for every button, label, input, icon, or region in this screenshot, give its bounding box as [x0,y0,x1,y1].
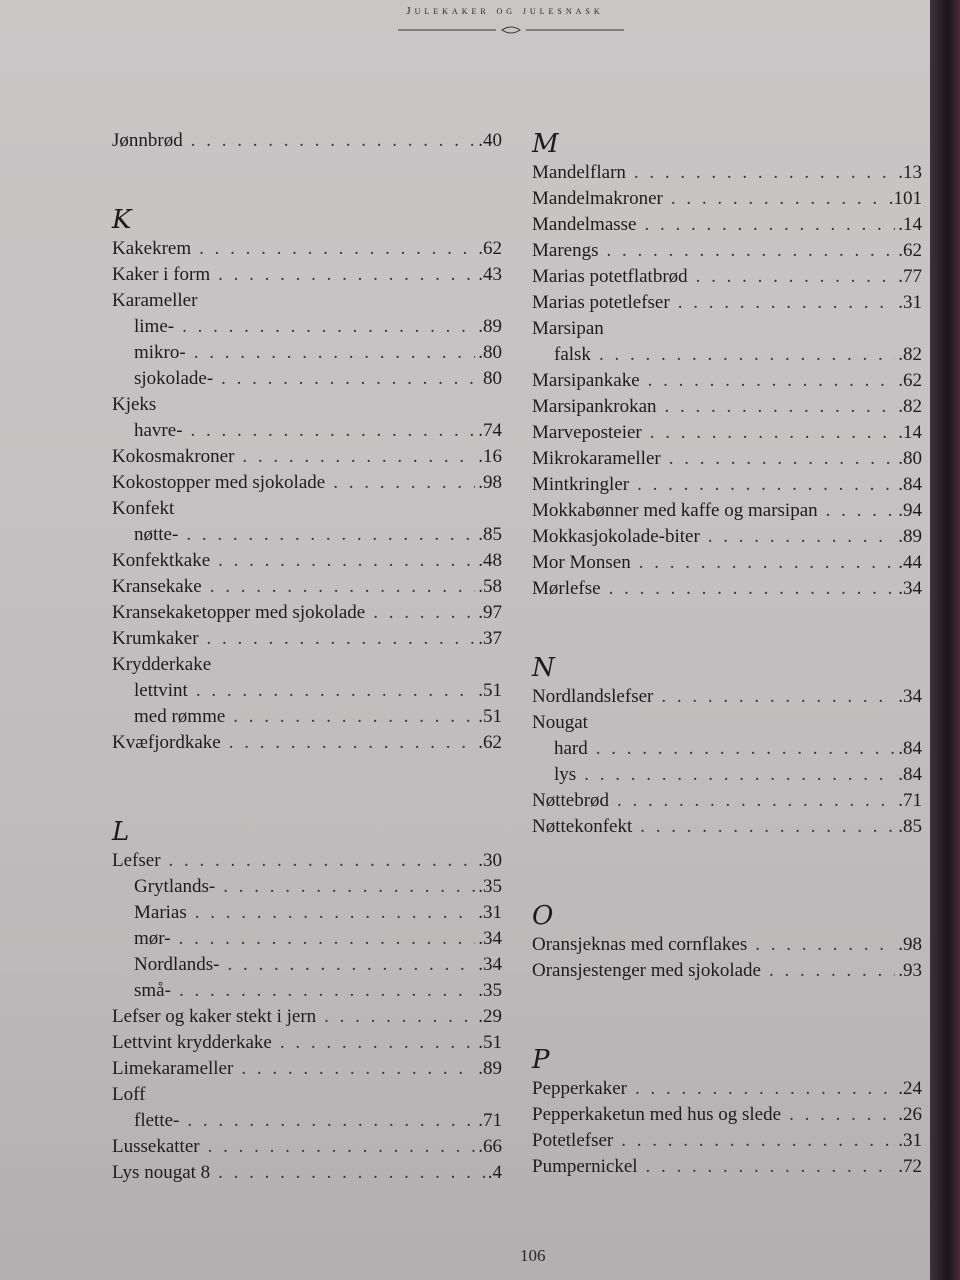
dot-leader [635,1076,895,1102]
index-entry [532,264,922,290]
index-entry [112,926,502,952]
entry-page-number: .84 [898,764,922,785]
entry-page-number: .82 [898,344,922,365]
dot-leader [826,498,896,524]
index-group-top [112,128,502,154]
index-entry [112,548,502,574]
ornament-divider [398,24,624,36]
dot-leader [373,600,475,626]
entry-label: Marsipan [532,318,604,339]
entry-page-number: .80 [478,342,502,363]
dot-leader [646,1154,896,1180]
entry-page-number: .14 [898,214,922,235]
entry-label: Mandelmakroner [532,188,663,209]
dot-leader [221,366,480,392]
entry-page-number: .13 [898,162,922,183]
index-entry [532,342,922,368]
entry-label: Grytlands- [134,876,216,897]
entry-label: Kaker i form [112,264,211,285]
entry-label: Jønnbrød [112,130,183,151]
index-entry [112,236,502,262]
index-group-o [532,932,922,984]
entry-page-number: .85 [478,524,502,545]
entry-label: Lys nougat 8 [112,1162,211,1183]
dot-leader [324,1004,475,1030]
entry-page-number: .85 [898,816,922,837]
entry-label: Lefser [112,850,161,871]
index-entry [112,1030,502,1056]
index-entry [532,524,922,550]
entry-label: Marias potetlefser [532,292,670,313]
index-entry [532,736,922,762]
entry-page-number: .94 [898,500,922,521]
dot-leader [191,128,476,154]
entry-page-number: 80 [483,368,502,389]
index-entry [112,340,502,366]
index-entry [112,392,502,418]
index-entry [112,470,502,496]
dot-leader [665,394,896,420]
entry-label: falsk [554,344,591,365]
entry-page-number: .31 [898,1130,922,1151]
entry-label: lettvint [134,680,188,701]
index-entry [532,1102,922,1128]
entry-label: Nougat [532,712,588,733]
dot-leader [242,444,475,470]
entry-page-number: .31 [898,292,922,313]
entry-label: sjokolade- [134,368,214,389]
entry-label: Mandelflarn [532,162,626,183]
entry-label: mikro- [134,342,186,363]
index-entry [112,1134,502,1160]
entry-page-number: .84 [898,738,922,759]
index-entry [532,1154,922,1180]
entry-label: Kokosmakroner [112,446,235,467]
entry-page-number: .62 [478,732,502,753]
dot-leader [769,958,895,984]
entry-label: Pumpernickel [532,1156,638,1177]
dot-leader [671,186,886,212]
index-entry [112,444,502,470]
index-entry [532,958,922,984]
index-group-n [532,684,922,840]
index-entry [532,394,922,420]
section-letter-l: L [112,817,130,847]
index-entry [532,710,922,736]
entry-page-number: .80 [898,448,922,469]
entry-label: Mokkasjokolade-biter [532,526,700,547]
index-entry [532,1076,922,1102]
dot-leader [280,1030,475,1056]
index-entry [112,1056,502,1082]
entry-page-number: .29 [478,1006,502,1027]
dot-leader [634,160,895,186]
dot-leader [196,678,475,704]
index-entry [112,314,502,340]
index-entry [112,978,502,1004]
dot-leader [333,470,475,496]
entry-label: Kjeks [112,394,157,415]
entry-label: Lussekatter [112,1136,200,1157]
dot-leader [617,788,895,814]
entry-page-number: .30 [478,850,502,871]
entry-page-number: .24 [898,1078,922,1099]
dot-leader [187,1108,475,1134]
dot-leader [789,1102,895,1128]
entry-label: Marveposteier [532,422,642,443]
dot-leader [229,730,476,756]
index-entry [532,446,922,472]
entry-page-number: .31 [478,902,502,923]
index-entry [532,788,922,814]
index-group-p [532,1076,922,1180]
index-entry [532,814,922,840]
entry-page-number: .34 [898,578,922,599]
index-group-l [112,848,502,1186]
section-letter-p: P [532,1045,550,1075]
index-entry [532,576,922,602]
index-entry [112,874,502,900]
entry-label: Krumkaker [112,628,199,649]
entry-label: Marsipankrokan [532,396,657,417]
entry-label: Limekarameller [112,1058,234,1079]
dot-leader [637,472,895,498]
entry-page-number: .34 [898,686,922,707]
entry-page-number: .98 [898,934,922,955]
section-letter-o: O [532,901,554,931]
index-entry [532,762,922,788]
entry-label: Nordlandslefser [532,686,654,707]
entry-label: Marsipankake [532,370,640,391]
dot-leader [233,704,475,730]
dot-leader [644,212,895,238]
index-entry [112,1082,502,1108]
entry-page-number: .26 [898,1104,922,1125]
index-group-k [112,236,502,756]
entry-label: Nordlands- [134,954,220,975]
dot-leader [179,926,476,952]
index-entry [532,932,922,958]
index-entry [532,420,922,446]
entry-label: Mokkabønner med kaffe og marsipan [532,500,818,521]
dot-leader [678,290,896,316]
index-entry [532,316,922,342]
entry-label: Oransjestenger med sjokolade [532,960,761,981]
entry-label: mør- [134,928,171,949]
dot-leader [669,446,896,472]
dot-leader [599,342,895,368]
index-entry [112,652,502,678]
dot-leader [639,550,896,576]
dot-leader [208,1134,476,1160]
entry-label: Konfektkake [112,550,211,571]
index-entry [532,160,922,186]
index-entry [112,1160,502,1186]
entry-label: Kransekaketopper med sjokolade [112,602,366,623]
dot-leader [241,1056,475,1082]
entry-page-number: .66 [478,1136,502,1157]
dot-leader [596,736,895,762]
entry-page-number: .34 [478,928,502,949]
entry-label: flette- [134,1110,180,1131]
entry-label: lys [554,764,577,785]
dot-leader [606,238,895,264]
index-entry [112,522,502,548]
entry-label: Mor Monsen [532,552,631,573]
entry-label: Oransjeknas med cornflakes [532,934,748,955]
entry-page-number: .37 [478,628,502,649]
entry-page-number: .71 [478,1110,502,1131]
index-entry [532,290,922,316]
dot-leader [227,952,475,978]
dot-leader [648,368,896,394]
running-head: Julekaker og julesnask [406,5,604,17]
dot-leader [218,548,475,574]
entry-label: havre- [134,420,183,441]
entry-page-number: .40 [478,130,502,151]
dot-leader [621,1128,895,1154]
index-entry [112,128,502,154]
entry-label: Marengs [532,240,599,261]
entry-label: Mintkringler [532,474,630,495]
entry-page-number: .44 [898,552,922,573]
entry-page-number: .89 [478,316,502,337]
index-entry [112,496,502,522]
entry-page-number: .4 [487,1162,502,1183]
entry-label: hard [554,738,588,759]
entry-page-number: .16 [478,446,502,467]
section-letter-k: K [112,205,132,235]
index-entry [532,472,922,498]
book-edge [930,0,960,1280]
entry-page-number: .35 [478,980,502,1001]
dot-leader [195,900,475,926]
entry-page-number: .98 [478,472,502,493]
entry-label: Mandelmasse [532,214,637,235]
dot-leader [194,340,476,366]
index-column-right [532,128,922,1180]
entry-page-number: .72 [898,1156,922,1177]
entry-page-number: .93 [898,960,922,981]
index-entry [532,186,922,212]
entry-page-number: .58 [478,576,502,597]
entry-page-number: .62 [898,370,922,391]
entry-label: Konfekt [112,498,175,519]
entry-label: Mikrokarameller [532,448,661,469]
section-letter-n: N [532,653,555,683]
entry-page-number: .62 [898,240,922,261]
index-entry [532,212,922,238]
index-entry [112,366,502,392]
entry-label: Karameller [112,290,198,311]
entry-page-number: .71 [898,790,922,811]
index-entry [112,704,502,730]
entry-page-number: .51 [478,1032,502,1053]
entry-label: Kvæfjordkake [112,732,221,753]
entry-label: Mørlefse [532,578,601,599]
entry-label: Krydderkake [112,654,212,675]
entry-label: Kakekrem [112,238,192,259]
entry-page-number: .48 [478,550,502,571]
dot-leader [199,236,475,262]
entry-page-number: .89 [898,526,922,547]
index-entry [532,684,922,710]
entry-label: Nøttekonfekt [532,816,633,837]
index-entry [532,1128,922,1154]
entry-page-number: .35 [478,876,502,897]
entry-label: Nøttebrød [532,790,610,811]
index-entry [112,848,502,874]
entry-page-number: .89 [478,1058,502,1079]
entry-label: Lettvint krydderkake [112,1032,272,1053]
entry-label: Pepperkaker [532,1078,627,1099]
dot-leader [191,418,476,444]
index-group-m [532,160,922,602]
dot-leader [223,874,475,900]
index-entry [112,262,502,288]
index-column-left [112,128,502,1186]
index-entry [112,900,502,926]
index-entry [532,550,922,576]
dot-leader [755,932,895,958]
dot-leader [650,420,896,446]
entry-page-number: .74 [478,420,502,441]
entry-label: Pepperkaketun med hus og slede [532,1104,782,1125]
index-entry [112,952,502,978]
index-entry [532,368,922,394]
entry-page-number: .97 [478,602,502,623]
index-entry [112,1004,502,1030]
index-entry [112,1108,502,1134]
entry-page-number: .51 [478,706,502,727]
section-letter-m: M [532,129,559,159]
dot-leader [708,524,895,550]
dot-leader [186,522,475,548]
dot-leader [661,684,895,710]
index-entry [112,288,502,314]
entry-label: nøtte- [134,524,179,545]
entry-page-number: .77 [898,266,922,287]
entry-page-number: .34 [478,954,502,975]
dot-leader [640,814,895,840]
entry-label: Potetlefser [532,1130,614,1151]
dot-leader [207,626,476,652]
entry-label: Loff [112,1084,146,1105]
entry-label: Lefser og kaker stekt i jern [112,1006,317,1027]
entry-label: Kokostopper med sjokolade [112,472,326,493]
index-entry [532,238,922,264]
entry-label: Marias [134,902,187,923]
dot-leader [218,262,475,288]
entry-page-number: .84 [898,474,922,495]
dot-leader [609,576,896,602]
page-number: 106 [520,1246,546,1265]
entry-label: Marias potetflatbrød [532,266,688,287]
entry-page-number: .51 [478,680,502,701]
dot-leader [584,762,895,788]
entry-page-number: .43 [478,264,502,285]
entry-page-number: .62 [478,238,502,259]
index-entry [112,418,502,444]
entry-label: Kransekake [112,576,202,597]
entry-label: lime- [134,316,175,337]
index-entry [112,600,502,626]
dot-leader [169,848,476,874]
index-entry [112,678,502,704]
dot-leader [182,314,475,340]
entry-page-number: .101 [888,188,922,209]
dot-leader [210,574,476,600]
entry-page-number: .82 [898,396,922,417]
entry-page-number: .14 [898,422,922,443]
entry-label: med rømme [134,706,226,727]
entry-label: små- [134,980,171,1001]
dot-leader [696,264,896,290]
dot-leader [218,1160,485,1186]
dot-leader [179,978,475,1004]
index-entry [112,626,502,652]
index-entry [112,574,502,600]
index-entry [112,730,502,756]
index-entry [532,498,922,524]
